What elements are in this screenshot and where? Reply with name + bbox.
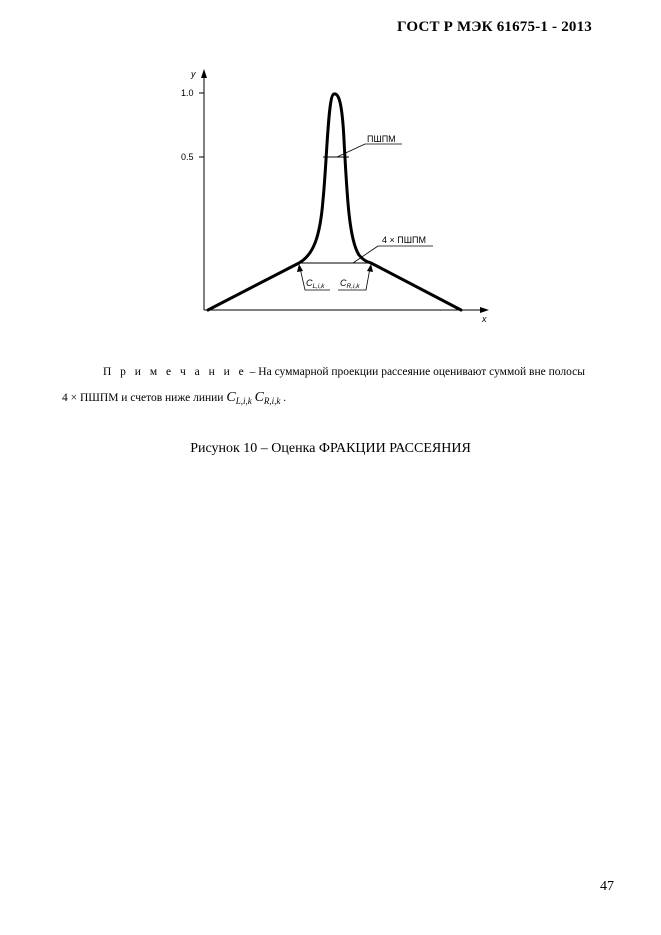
four-fwhm-label: 4 × ПШПМ <box>382 235 426 245</box>
y-tick-label-05: 0.5 <box>181 152 194 162</box>
y-tick-label-1: 1.0 <box>181 88 194 98</box>
note-text-1: – На суммарной проекции рассеяние оценивают суммой вне полосы <box>246 366 585 378</box>
note-end: . <box>280 392 287 404</box>
fwhm-label: ПШПМ <box>367 134 396 144</box>
c-right-sub: R,i,k <box>346 283 360 290</box>
note-cl-main: C <box>226 390 236 405</box>
fwhm-leader <box>337 144 365 157</box>
line-spread-profile <box>208 94 461 310</box>
note-line-2 <box>62 385 615 414</box>
c-left-label <box>306 278 325 290</box>
note-text-2: 4 × ПШПМ и счетов ниже линии <box>62 392 227 404</box>
note-cr-sub: R,i,k <box>263 396 281 406</box>
y-axis-label: y <box>191 69 196 79</box>
note-cr-main: C <box>254 390 264 405</box>
x-axis-label: x <box>482 314 487 324</box>
figure-svg <box>0 0 661 340</box>
note-line-1 <box>62 359 615 385</box>
scatter-fraction-figure <box>0 0 661 340</box>
c-left-main: C <box>306 278 313 288</box>
c-right-label <box>340 278 360 290</box>
figure-note <box>62 359 615 414</box>
c-left-sub: L,i,k <box>312 283 325 290</box>
x-axis-arrow <box>480 307 489 313</box>
note-cl-sub: L,i,k <box>235 396 252 406</box>
figure-caption: Рисунок 10 – Оценка ФРАКЦИИ РАССЕЯНИЯ <box>190 441 471 456</box>
y-axis-arrow <box>201 69 207 78</box>
note-title: П р и м е ч а н и е <box>103 366 247 378</box>
document-header: ГОСТ Р МЭК 61675-1 - 2013 <box>397 19 592 35</box>
page-number: 47 <box>600 879 614 894</box>
c-right-main: C <box>340 278 347 288</box>
